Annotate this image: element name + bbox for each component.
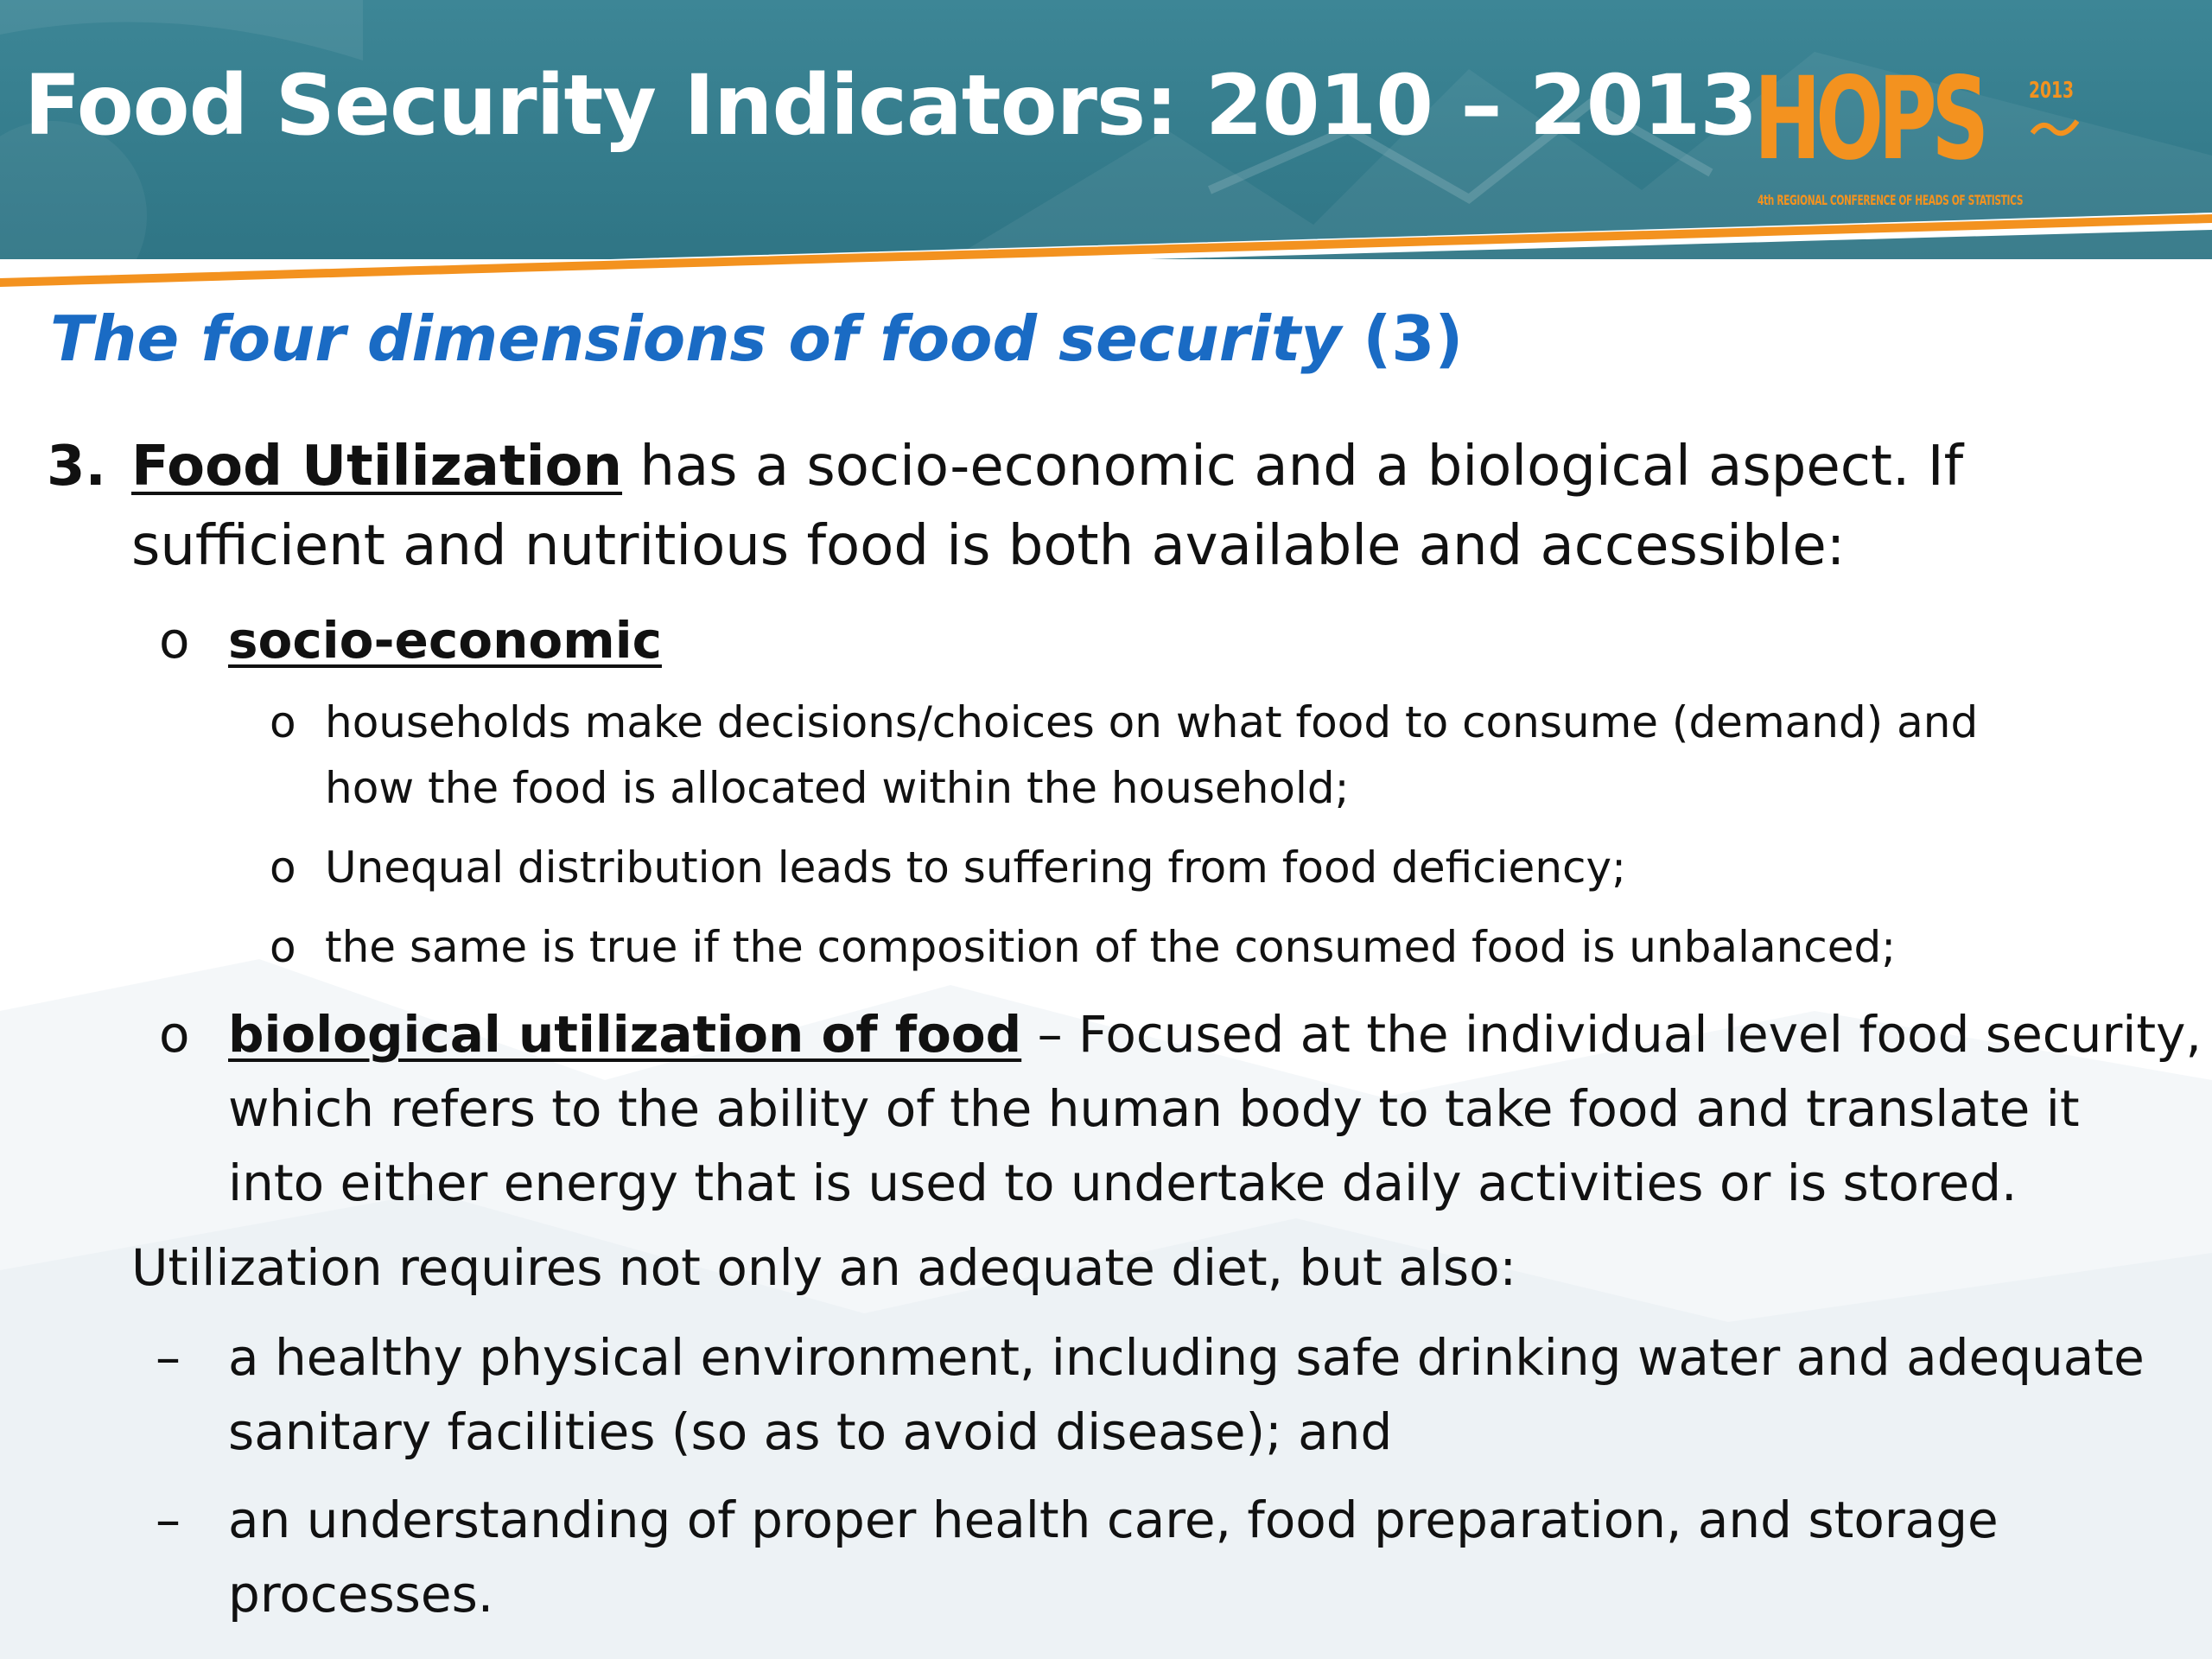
- logo-wave-icon: [2031, 114, 2079, 140]
- requirement-1-line-2: sanitary facilities (so as to avoid disease); and: [228, 1402, 1393, 1461]
- sub-bullet-marker: o: [159, 1005, 190, 1064]
- socio-point-2: Unequal distribution leads to suffering from food deficiency;: [325, 842, 1626, 893]
- socio-economic-heading: [228, 603, 662, 677]
- requirement-1-line-1: a healthy physical environment, including safe drinking water and adequate: [228, 1328, 2145, 1387]
- sub-bullet-marker: o: [159, 611, 190, 670]
- requirement-2-line-1: an understanding of proper health care, food preparation, and storage: [228, 1491, 1999, 1549]
- item-intro-line-2: sufficient and nutritious food is both available and accessible:: [131, 514, 1846, 578]
- requirement-2-line-2: processes.: [228, 1565, 494, 1624]
- bio-label: biological utilization of food: [228, 1005, 1022, 1064]
- logo-subtitle: 4th REGIONAL CONFERENCE OF HEADS OF STATISTICS: [1758, 192, 2024, 208]
- socio-point-3: the same is true if the composition of the consumed food is unbalanced;: [325, 922, 1897, 972]
- sub-sub-bullet-marker: o: [270, 842, 296, 893]
- item-intro-line-1: [131, 427, 1963, 506]
- subtitle-number: (3): [1363, 302, 1464, 375]
- requires-line: Utilization requires not only an adequate diet, but also:: [131, 1238, 1517, 1297]
- slide-subtitle: [50, 302, 1464, 375]
- page-title: Food Security Indicators: 2010 – 2013: [24, 57, 1758, 154]
- bio-text: – Focused at the individual level food security,: [1021, 1005, 2202, 1064]
- bio-line-3: into either energy that is used to undertake daily activities or is stored.: [228, 1154, 2018, 1212]
- item-number: 3.: [47, 435, 106, 499]
- dash-marker: –: [156, 1328, 181, 1387]
- logo-year: 2013: [2029, 78, 2075, 104]
- sub-sub-bullet-marker: o: [270, 922, 296, 972]
- item-intro-text: has a socio-economic and a biological aspect. If: [622, 435, 1964, 499]
- dash-marker: –: [156, 1491, 181, 1549]
- bio-line-1: [228, 997, 2202, 1071]
- sub-sub-bullet-marker: o: [270, 697, 296, 747]
- logo-wordmark: HOPS: [1754, 53, 1984, 186]
- socio-point-1-line-1: households make decisions/choices on what food to consume (demand) and: [325, 697, 1979, 747]
- subtitle-emphasis: The four dimensions of food security: [50, 302, 1342, 375]
- bio-line-2: which refers to the ability of the human body to take food and translate it: [228, 1079, 2080, 1138]
- socio-economic-label: socio-economic: [228, 611, 662, 670]
- item-heading: Food Utilization: [131, 435, 623, 499]
- socio-point-1-line-2: how the food is allocated within the household;: [325, 763, 1350, 813]
- orange-stripe: [0, 207, 2212, 302]
- hops-logo: [1754, 53, 2082, 218]
